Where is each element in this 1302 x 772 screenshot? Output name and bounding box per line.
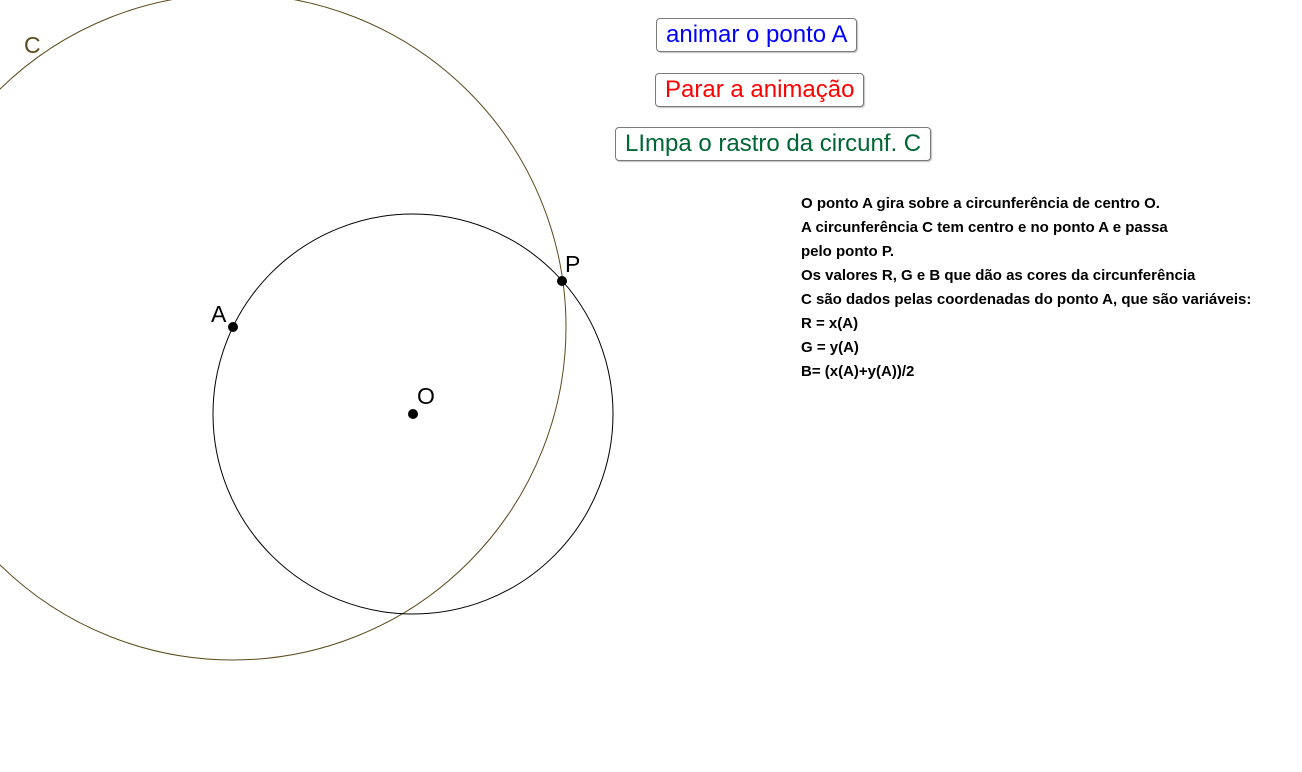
description-line: C são dados pelas coordenadas do ponto A, que são variáveis:	[801, 291, 1252, 308]
point-o-label: O	[417, 383, 435, 409]
point-o[interactable]	[408, 409, 418, 419]
stop-animation-button[interactable]: Parar a animação	[655, 73, 864, 107]
point-a[interactable]	[228, 322, 238, 332]
point-p-label: P	[565, 251, 581, 277]
animate-point-a-button[interactable]: animar o ponto A	[656, 18, 857, 52]
point-a-label: A	[211, 301, 227, 327]
description-line: G = y(A)	[801, 339, 859, 356]
point-p[interactable]	[557, 276, 567, 286]
description-line: R = x(A)	[801, 315, 859, 332]
description-line: Os valores R, G e B que dão as cores da circunferência	[801, 267, 1196, 284]
circle-c[interactable]	[0, 0, 566, 660]
description-text	[801, 192, 1251, 384]
description-line: pelo ponto P.	[801, 243, 895, 260]
circle-c-label: C	[24, 32, 41, 58]
description-line: O ponto A gira sobre a circunferência de centro O.	[801, 195, 1160, 212]
clear-trace-button[interactable]: LImpa o rastro da circunf. C	[615, 127, 931, 161]
description-line: B= (x(A)+y(A))/2	[801, 363, 915, 380]
description-line: A circunferência C tem centro e no ponto A e passa	[801, 219, 1168, 236]
